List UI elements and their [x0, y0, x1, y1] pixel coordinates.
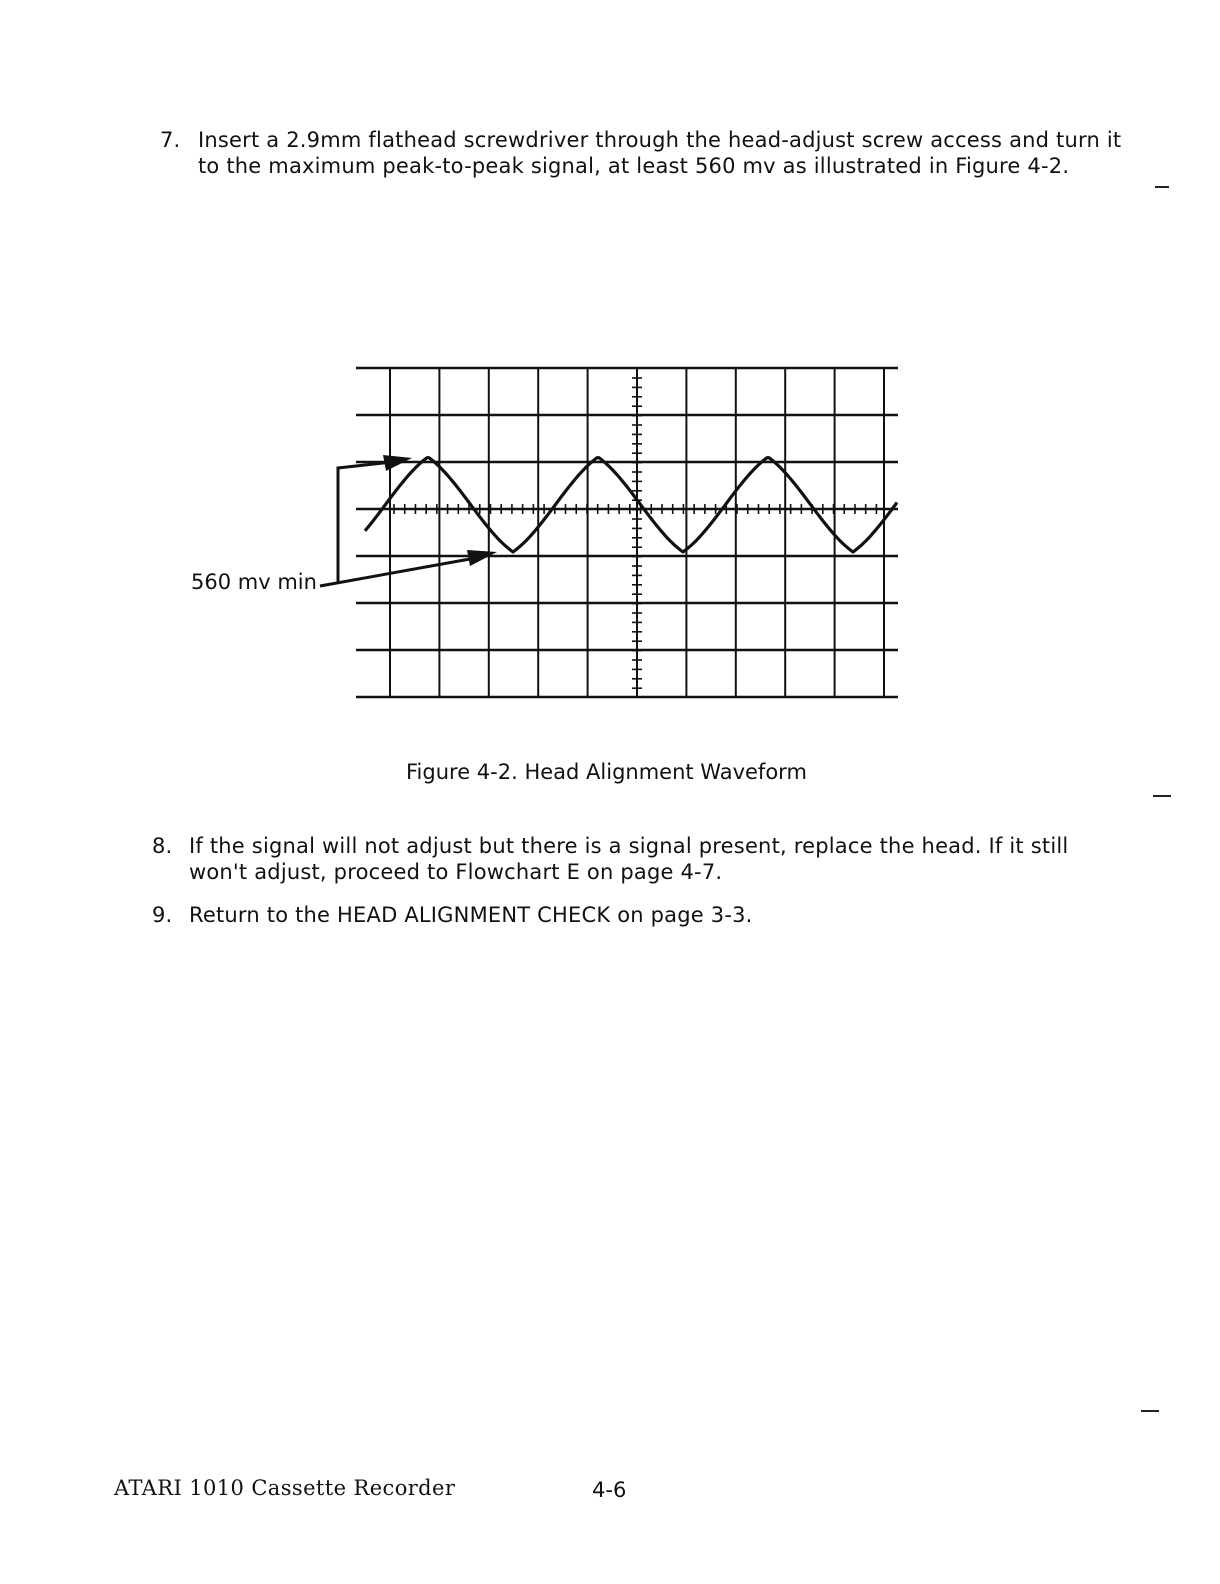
lower-arrow-head — [467, 550, 497, 566]
step-line: won't adjust, proceed to Flowchart E on page 4-7. — [189, 860, 723, 884]
oscilloscope-graticule — [356, 368, 898, 697]
step-line: Return to the HEAD ALIGNMENT CHECK on page 3-3. — [189, 903, 753, 927]
graticule-ticks — [394, 378, 876, 688]
margin-mark — [1155, 186, 1169, 188]
step-line: Insert a 2.9mm flathead screwdriver through the head-adjust screw access and turn it — [198, 128, 1122, 152]
step-number: 7. — [160, 128, 181, 152]
step-line: to the maximum peak-to-peak signal, at least 560 mv as illustrated in Figure 4-2. — [198, 154, 1070, 178]
footer-page-number: 4-6 — [592, 1478, 627, 1502]
step-line: If the signal will not adjust but there is a signal present, replace the head. If it still — [189, 834, 1069, 858]
waveform-trace — [365, 458, 897, 552]
amplitude-label: 560 mv min — [191, 570, 317, 594]
callout-lower-arrow-line — [320, 559, 470, 586]
step-number: 8. — [152, 834, 173, 858]
callout-bracket — [338, 462, 392, 584]
figure-caption: Figure 4-2. Head Alignment Waveform — [406, 760, 807, 784]
step-text — [189, 833, 1068, 885]
footer-title: ATARI 1010 Cassette Recorder — [114, 1476, 456, 1500]
margin-mark — [1153, 795, 1171, 797]
margin-mark — [1141, 1410, 1159, 1412]
step-number: 9. — [152, 903, 173, 927]
step-text — [189, 902, 753, 928]
